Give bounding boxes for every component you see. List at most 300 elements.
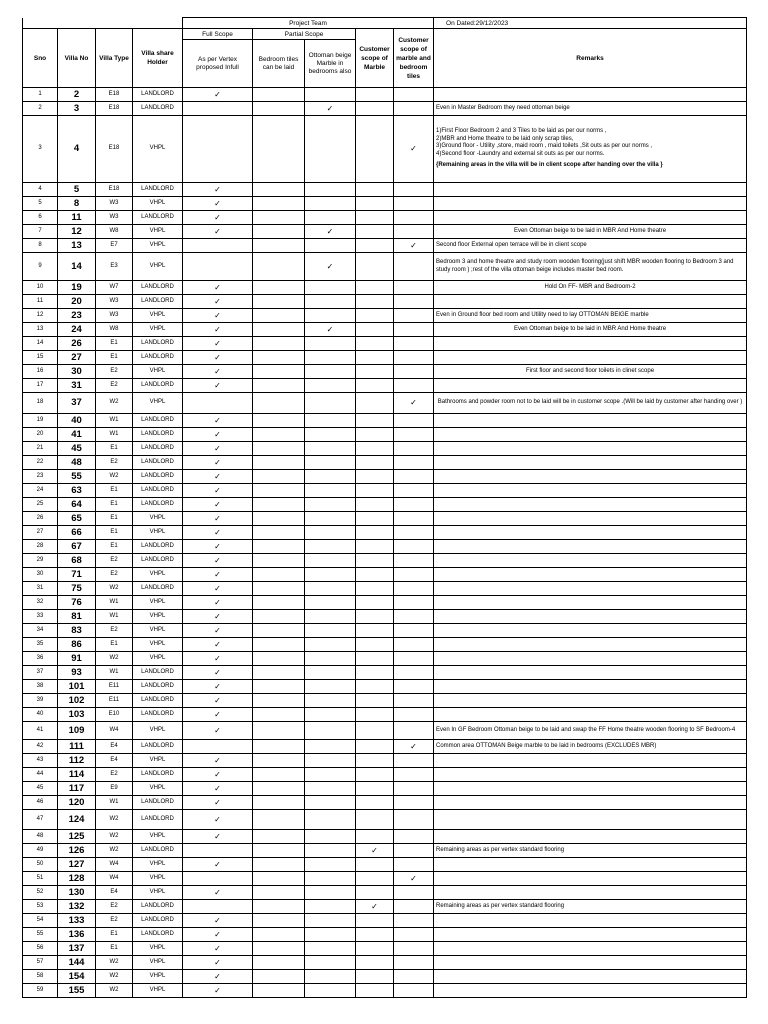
customer-marble-check-cell [356, 116, 394, 183]
full-vertex-check-cell [183, 484, 253, 498]
table-row [23, 708, 747, 722]
check-mark-icon: ✓ [410, 873, 417, 883]
ottoman-check-cell [305, 253, 356, 281]
header-sno [23, 29, 58, 88]
bedroom-tiles-check-cell [253, 754, 305, 768]
customer-marble-check-cell [356, 414, 394, 428]
sno-cell: 55 [23, 928, 58, 942]
bedroom-tiles-check-cell [253, 942, 305, 956]
villa-type-cell: E1 [96, 337, 133, 351]
customer-marble-check-cell [356, 900, 394, 914]
sno-cell: 23 [23, 470, 58, 484]
full-vertex-check-cell [183, 88, 253, 102]
remark-line: Even Ottoman beige to be laid in MBR And Home theatre [513, 325, 667, 332]
share-holder-cell: LANDLORD [133, 281, 183, 295]
check-mark-icon: ✓ [214, 971, 221, 981]
remarks-cell [434, 337, 747, 351]
table-row [23, 680, 747, 694]
customer-marble-tiles-check-cell [394, 844, 434, 858]
villa-scope-table [22, 17, 747, 998]
full-vertex-check-cell [183, 498, 253, 512]
customer-marble-tiles-check-cell [394, 554, 434, 568]
villa-type-cell: E1 [96, 942, 133, 956]
check-mark-icon: ✓ [214, 583, 221, 593]
villa-type-cell: W2 [96, 810, 133, 830]
sno-cell: 25 [23, 498, 58, 512]
ottoman-check-cell [305, 225, 356, 239]
check-mark-icon: ✓ [214, 625, 221, 635]
bedroom-tiles-check-cell [253, 680, 305, 694]
villa-type-cell: W1 [96, 610, 133, 624]
bedroom-tiles-check-cell [253, 554, 305, 568]
customer-marble-tiles-check-cell [394, 652, 434, 666]
customer-marble-check-cell [356, 337, 394, 351]
villa-no-cell: 48 [58, 456, 96, 470]
villa-no-cell: 45 [58, 442, 96, 456]
customer-marble-check-cell [356, 456, 394, 470]
customer-marble-tiles-check-cell [394, 900, 434, 914]
check-mark-icon: ✓ [214, 725, 221, 735]
ottoman-check-cell [305, 928, 356, 942]
ottoman-check-cell [305, 900, 356, 914]
villa-type-cell: W1 [96, 666, 133, 680]
customer-marble-check-cell [356, 253, 394, 281]
ottoman-check-cell [305, 428, 356, 442]
table-row [23, 295, 747, 309]
villa-type-cell: E1 [96, 928, 133, 942]
check-mark-icon: ✓ [214, 681, 221, 691]
ottoman-check-cell [305, 337, 356, 351]
remarks-cell [434, 414, 747, 428]
villa-type-cell: E1 [96, 540, 133, 554]
ottoman-check-cell [305, 393, 356, 414]
ottoman-check-cell [305, 768, 356, 782]
villa-no-cell: 125 [58, 830, 96, 844]
customer-marble-tiles-check-cell [394, 456, 434, 470]
sno-cell: 49 [23, 844, 58, 858]
ottoman-check-cell [305, 886, 356, 900]
table-row [23, 470, 747, 484]
table-row [23, 782, 747, 796]
remarks-cell [434, 858, 747, 872]
villa-no-cell: 37 [58, 393, 96, 414]
full-vertex-check-cell [183, 323, 253, 337]
check-mark-icon: ✓ [214, 667, 221, 677]
customer-marble-tiles-check-cell [394, 295, 434, 309]
bedroom-tiles-check-cell [253, 768, 305, 782]
share-holder-cell: LANDLORD [133, 900, 183, 914]
share-holder-cell: LANDLORD [133, 928, 183, 942]
villa-type-cell: W1 [96, 596, 133, 610]
header-sno-label: Sno [33, 54, 47, 62]
ottoman-check-cell [305, 88, 356, 102]
table-row [23, 796, 747, 810]
full-vertex-check-cell [183, 596, 253, 610]
bedroom-tiles-check-cell [253, 830, 305, 844]
sno-cell: 50 [23, 858, 58, 872]
check-mark-icon: ✓ [371, 845, 378, 855]
check-mark-icon: ✓ [214, 499, 221, 509]
ottoman-check-cell [305, 554, 356, 568]
scope-group-row [23, 29, 747, 40]
remarks-cell [434, 708, 747, 722]
check-mark-icon: ✓ [214, 943, 221, 953]
sno-cell: 10 [23, 281, 58, 295]
share-holder-cell: VHPL [133, 197, 183, 211]
remarks-cell [434, 323, 747, 337]
title-spacer [23, 18, 183, 29]
check-mark-icon: ✓ [326, 226, 334, 236]
villa-no-cell: 120 [58, 796, 96, 810]
villa-no-cell: 101 [58, 680, 96, 694]
villa-no-cell: 64 [58, 498, 96, 512]
sno-cell: 29 [23, 554, 58, 568]
remark-line: Even In GF Bedroom Ottoman beige to be laid and swap the FF Home theatre wooden flooring to SF Bedroom-4 [436, 726, 736, 733]
customer-marble-check-cell [356, 858, 394, 872]
remarks-cell [434, 796, 747, 810]
customer-marble-tiles-check-cell [394, 183, 434, 197]
remarks-cell [434, 942, 747, 956]
check-mark-icon: ✓ [214, 352, 221, 362]
villa-type-cell: W2 [96, 956, 133, 970]
customer-marble-tiles-check-cell [394, 309, 434, 323]
bedroom-tiles-check-cell [253, 722, 305, 740]
ottoman-check-cell [305, 498, 356, 512]
table-row [23, 740, 747, 754]
villa-type-cell: W3 [96, 309, 133, 323]
bedroom-tiles-check-cell [253, 796, 305, 810]
customer-marble-tiles-check-cell [394, 88, 434, 102]
villa-no-cell: 67 [58, 540, 96, 554]
remarks-cell [434, 666, 747, 680]
customer-marble-check-cell [356, 722, 394, 740]
customer-marble-check-cell [356, 211, 394, 225]
full-vertex-check-cell [183, 554, 253, 568]
check-mark-icon: ✓ [214, 443, 221, 453]
villa-no-cell: 75 [58, 582, 96, 596]
bedroom-tiles-check-cell [253, 498, 305, 512]
customer-marble-check-cell [356, 610, 394, 624]
customer-marble-check-cell [356, 554, 394, 568]
sno-cell: 12 [23, 309, 58, 323]
check-mark-icon: ✓ [214, 338, 221, 348]
villa-type-cell: E1 [96, 638, 133, 652]
villa-type-cell: W2 [96, 830, 133, 844]
ottoman-check-cell [305, 782, 356, 796]
sno-cell: 37 [23, 666, 58, 680]
remarks-cell [434, 102, 747, 116]
full-vertex-check-cell [183, 914, 253, 928]
sno-cell: 52 [23, 886, 58, 900]
customer-marble-tiles-check-cell [394, 540, 434, 554]
check-mark-icon: ✓ [214, 597, 221, 607]
full-vertex-check-cell [183, 956, 253, 970]
header-full-vertex: As per Vertex proposed Infull [183, 40, 253, 88]
ottoman-check-cell [305, 638, 356, 652]
table-row [23, 582, 747, 596]
remarks-cell [434, 197, 747, 211]
villa-rows [23, 88, 747, 998]
check-mark-icon: ✓ [326, 261, 334, 271]
sno-cell: 13 [23, 323, 58, 337]
bedroom-tiles-check-cell [253, 456, 305, 470]
check-mark-icon: ✓ [214, 797, 221, 807]
check-mark-icon: ✓ [214, 471, 221, 481]
remarks-cell [434, 309, 747, 323]
ottoman-check-cell [305, 568, 356, 582]
remarks-cell [434, 442, 747, 456]
customer-marble-tiles-check-cell [394, 239, 434, 253]
remarks-cell [434, 830, 747, 844]
sno-cell: 18 [23, 393, 58, 414]
remarks-cell [434, 295, 747, 309]
bedroom-tiles-check-cell [253, 442, 305, 456]
share-holder-cell: LANDLORD [133, 914, 183, 928]
villa-no-cell: 133 [58, 914, 96, 928]
villa-no-cell: 76 [58, 596, 96, 610]
remarks-cell [434, 740, 747, 754]
villa-no-cell: 144 [58, 956, 96, 970]
remarks-cell [434, 116, 747, 183]
ottoman-check-cell [305, 624, 356, 638]
header-customer-marble-tiles [394, 29, 434, 88]
check-mark-icon: ✓ [371, 901, 378, 911]
villa-type-cell: W1 [96, 428, 133, 442]
full-vertex-check-cell [183, 211, 253, 225]
villa-no-cell: 24 [58, 323, 96, 337]
share-holder-cell: LANDLORD [133, 666, 183, 680]
sno-cell: 59 [23, 984, 58, 998]
villa-type-cell: W1 [96, 796, 133, 810]
remark-line: {Remaining areas in the villa will be in client scope after handing over the villa } [436, 162, 663, 169]
share-holder-cell: LANDLORD [133, 211, 183, 225]
villa-no-cell: 23 [58, 309, 96, 323]
ottoman-check-cell [305, 694, 356, 708]
full-vertex-check-cell [183, 351, 253, 365]
check-mark-icon: ✓ [410, 741, 417, 751]
ottoman-check-cell [305, 810, 356, 830]
sno-cell: 30 [23, 568, 58, 582]
check-mark-icon: ✓ [214, 709, 221, 719]
customer-marble-check-cell [356, 295, 394, 309]
villa-type-cell: E2 [96, 568, 133, 582]
ottoman-check-cell [305, 680, 356, 694]
table-row [23, 956, 747, 970]
full-vertex-check-cell [183, 610, 253, 624]
full-vertex-check-cell [183, 942, 253, 956]
customer-marble-check-cell [356, 886, 394, 900]
customer-marble-check-cell [356, 498, 394, 512]
remarks-cell [434, 379, 747, 393]
share-holder-cell: VHPL [133, 858, 183, 872]
villa-no-cell: 11 [58, 211, 96, 225]
check-mark-icon: ✓ [214, 513, 221, 523]
villa-no-cell: 130 [58, 886, 96, 900]
customer-marble-tiles-check-cell [394, 414, 434, 428]
check-mark-icon: ✓ [214, 415, 221, 425]
check-mark-icon: ✓ [214, 755, 221, 765]
customer-marble-check-cell [356, 830, 394, 844]
full-vertex-check-cell [183, 666, 253, 680]
share-holder-cell: LANDLORD [133, 498, 183, 512]
table-row [23, 858, 747, 872]
customer-marble-tiles-check-cell [394, 810, 434, 830]
table-row [23, 886, 747, 900]
table-row [23, 365, 747, 379]
customer-marble-tiles-check-cell [394, 484, 434, 498]
check-mark-icon: ✓ [214, 282, 221, 292]
customer-marble-check-cell [356, 652, 394, 666]
table-row [23, 526, 747, 540]
remark-line: First floor and second floor toilets in clinet scope [525, 367, 655, 374]
villa-no-cell: 93 [58, 666, 96, 680]
remarks-cell [434, 722, 747, 740]
customer-marble-tiles-check-cell [394, 211, 434, 225]
villa-no-cell: 41 [58, 428, 96, 442]
sno-cell: 27 [23, 526, 58, 540]
remark-line: Even in Ground floor bed room and Utility need to lay OTTOMAN BEIGE marble [436, 311, 649, 318]
sno-cell: 58 [23, 970, 58, 984]
ottoman-check-cell [305, 484, 356, 498]
remarks-cell [434, 470, 747, 484]
share-holder-cell: LANDLORD [133, 470, 183, 484]
full-vertex-check-cell [183, 844, 253, 858]
villa-type-cell: E11 [96, 694, 133, 708]
villa-no-cell: 155 [58, 984, 96, 998]
customer-marble-tiles-check-cell [394, 470, 434, 484]
table-row [23, 540, 747, 554]
villa-type-cell: E4 [96, 886, 133, 900]
customer-marble-check-cell [356, 694, 394, 708]
remarks-cell [434, 872, 747, 886]
share-holder-cell: VHPL [133, 638, 183, 652]
sno-cell: 45 [23, 782, 58, 796]
check-mark-icon: ✓ [214, 89, 221, 99]
remarks-cell [434, 970, 747, 984]
sno-cell: 35 [23, 638, 58, 652]
villa-type-cell: E11 [96, 680, 133, 694]
ottoman-check-cell [305, 456, 356, 470]
check-mark-icon: ✓ [214, 783, 221, 793]
customer-marble-check-cell [356, 393, 394, 414]
check-mark-icon: ✓ [214, 541, 221, 551]
ottoman-check-cell [305, 708, 356, 722]
check-mark-icon: ✓ [214, 653, 221, 663]
sno-cell: 57 [23, 956, 58, 970]
check-mark-icon: ✓ [214, 831, 221, 841]
sno-cell: 53 [23, 900, 58, 914]
bedroom-tiles-check-cell [253, 610, 305, 624]
ottoman-check-cell [305, 872, 356, 886]
remark-line: 1)First Floor Bedroom 2 and 3 Tiles to be laid as per our norms , [436, 128, 607, 135]
share-holder-cell: VHPL [133, 323, 183, 337]
remarks-cell [434, 652, 747, 666]
header-villa-type [96, 29, 133, 88]
remark-line: Even in Master Bedroom they need ottoman beige [436, 104, 570, 111]
villa-type-cell: W2 [96, 984, 133, 998]
ottoman-check-cell [305, 442, 356, 456]
customer-marble-check-cell [356, 638, 394, 652]
villa-no-cell: 71 [58, 568, 96, 582]
customer-marble-tiles-check-cell [394, 442, 434, 456]
customer-marble-tiles-check-cell [394, 512, 434, 526]
customer-marble-tiles-check-cell [394, 379, 434, 393]
share-holder-cell: VHPL [133, 624, 183, 638]
villa-no-cell: 19 [58, 281, 96, 295]
share-holder-cell: LANDLORD [133, 708, 183, 722]
table-row [23, 872, 747, 886]
remarks-cell [434, 183, 747, 197]
table-row [23, 337, 747, 351]
partial-scope-group: Partial Scope [253, 29, 356, 40]
villa-no-cell: 128 [58, 872, 96, 886]
sno-cell: 40 [23, 708, 58, 722]
customer-marble-check-cell [356, 942, 394, 956]
customer-marble-check-cell [356, 281, 394, 295]
villa-no-cell: 3 [58, 102, 96, 116]
share-holder-cell: VHPL [133, 956, 183, 970]
remarks-cell [434, 694, 747, 708]
customer-marble-check-cell [356, 956, 394, 970]
customer-marble-tiles-check-cell [394, 830, 434, 844]
bedroom-tiles-check-cell [253, 211, 305, 225]
full-vertex-check-cell [183, 116, 253, 183]
full-vertex-check-cell [183, 886, 253, 900]
customer-marble-check-cell [356, 88, 394, 102]
header-customer-marble-label: Customer scope of Marble [359, 45, 390, 71]
bedroom-tiles-check-cell [253, 858, 305, 872]
customer-marble-check-cell [356, 596, 394, 610]
villa-no-cell: 31 [58, 379, 96, 393]
bedroom-tiles-check-cell [253, 365, 305, 379]
bedroom-tiles-check-cell [253, 638, 305, 652]
full-vertex-check-cell [183, 708, 253, 722]
sno-cell: 38 [23, 680, 58, 694]
customer-marble-check-cell [356, 365, 394, 379]
full-vertex-check-cell [183, 456, 253, 470]
header-bedroom-tiles: Bedroom tiles can be laid [253, 40, 305, 88]
share-holder-cell: VHPL [133, 365, 183, 379]
customer-marble-check-cell [356, 582, 394, 596]
bedroom-tiles-check-cell [253, 526, 305, 540]
villa-no-cell: 63 [58, 484, 96, 498]
full-vertex-check-cell [183, 470, 253, 484]
sno-cell: 31 [23, 582, 58, 596]
villa-type-cell: E1 [96, 442, 133, 456]
villa-type-cell: W2 [96, 470, 133, 484]
customer-marble-check-cell [356, 970, 394, 984]
bedroom-tiles-check-cell [253, 844, 305, 858]
villa-no-cell: 8 [58, 197, 96, 211]
table-row [23, 379, 747, 393]
bedroom-tiles-check-cell [253, 596, 305, 610]
check-mark-icon: ✓ [214, 769, 221, 779]
villa-no-cell: 65 [58, 512, 96, 526]
remarks-cell [434, 456, 747, 470]
full-vertex-check-cell [183, 526, 253, 540]
table-row [23, 810, 747, 830]
villa-type-cell: E2 [96, 554, 133, 568]
villa-no-cell: 102 [58, 694, 96, 708]
bedroom-tiles-check-cell [253, 428, 305, 442]
ottoman-check-cell [305, 596, 356, 610]
check-mark-icon: ✓ [214, 985, 221, 995]
share-holder-cell: LANDLORD [133, 844, 183, 858]
villa-no-cell: 55 [58, 470, 96, 484]
table-row [23, 456, 747, 470]
remark-line: Common area OTTOMAN Beige marble to be laid in bedrooms (EXCLUDES MBR) [436, 742, 657, 749]
villa-no-cell: 40 [58, 414, 96, 428]
